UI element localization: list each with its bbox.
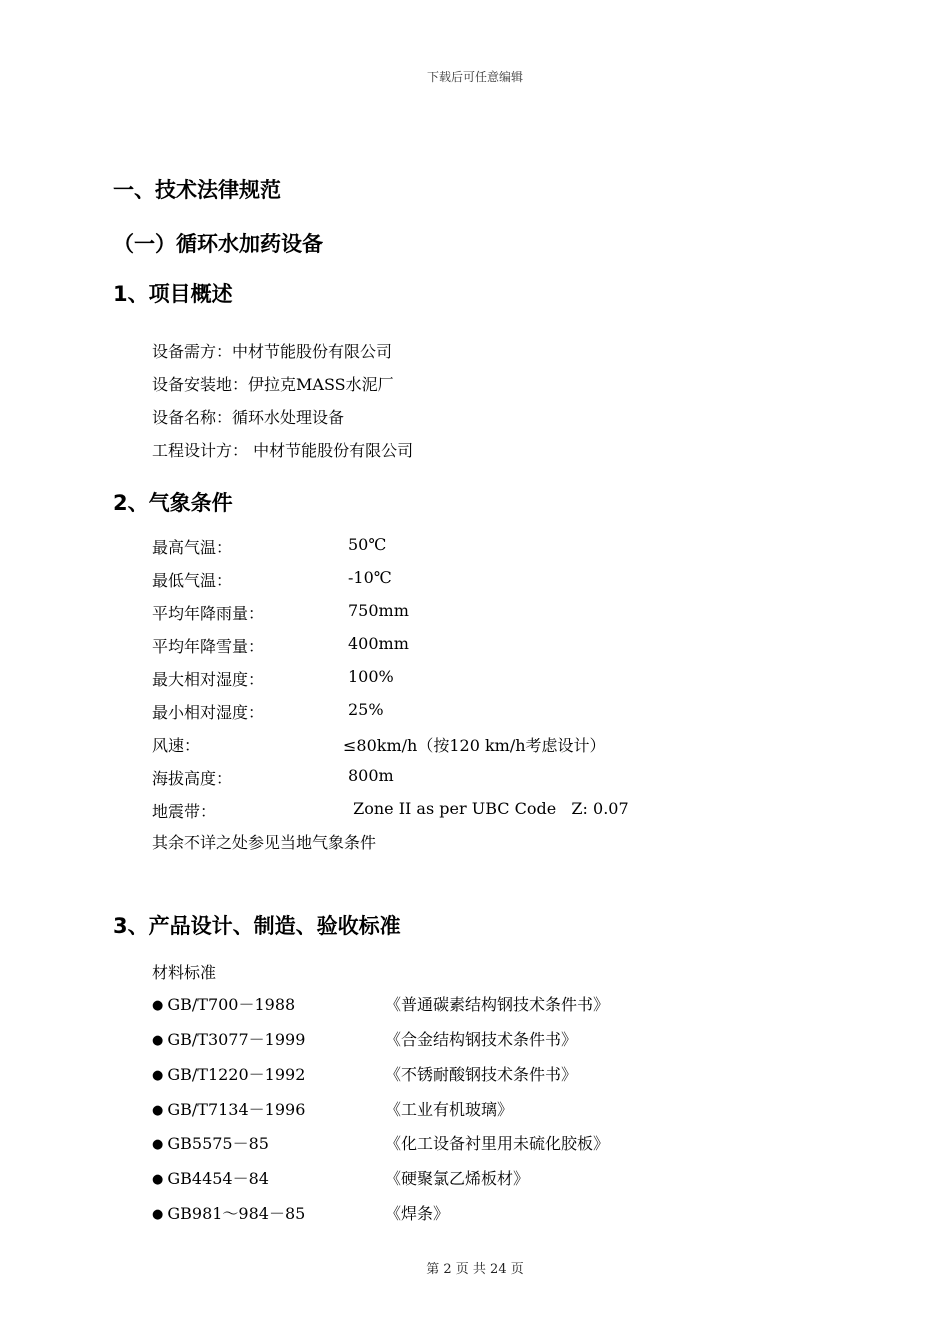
weather-value: 25% (348, 700, 384, 719)
standard-code: GB4454－84 (167, 1169, 269, 1188)
weather-label: 最大相对湿度： (152, 670, 265, 689)
weather-label: 平均年降雨量： (152, 604, 265, 623)
weather-label: 最小相对湿度： (152, 703, 265, 722)
standard-title: 《工业有机玻璃》 (385, 1100, 514, 1119)
weather-value: 400mm (348, 634, 409, 653)
bullet-icon: ● (152, 1103, 164, 1118)
standard-code: GB981～984－85 (167, 1204, 306, 1223)
standard-title: 《合金结构钢技术条件书》 (385, 1030, 578, 1049)
subsection-title: （一）循环水加药设备 (113, 232, 323, 256)
weather-value: 50℃ (348, 535, 387, 554)
weather-value: ≤80km/h（按120 km/h考虑设计） (343, 736, 606, 755)
standard-item (152, 1201, 305, 1224)
standard-item (152, 992, 295, 1015)
bullet-icon: ● (152, 1172, 164, 1187)
weather-label: 平均年降雪量： (152, 637, 265, 656)
overview-line: 工程设计方： 中材节能股份有限公司 (152, 441, 414, 460)
standards-heading: 3、产品设计、制造、验收标准 (113, 914, 401, 938)
weather-value: 100% (348, 667, 394, 686)
standard-item (152, 1027, 305, 1050)
overview-line: 设备安装地：伊拉克MASS水泥厂 (152, 375, 394, 394)
weather-label: 最高气温： (152, 538, 233, 557)
standard-item (152, 1131, 269, 1154)
page-header: 下载后可任意编辑 (426, 70, 523, 84)
standard-code: GB/T7134－1996 (167, 1100, 306, 1119)
page-footer: 第 2 页 共 24 页 (426, 1262, 524, 1277)
bullet-icon: ● (152, 1068, 164, 1083)
standard-code: GB/T1220－1992 (167, 1065, 306, 1084)
overview-heading: 1、项目概述 (113, 282, 233, 306)
standard-item (152, 1097, 305, 1120)
weather-note: 其余不详之处参见当地气象条件 (152, 833, 377, 852)
standard-title: 《化工设备衬里用未硫化胶板》 (385, 1134, 610, 1153)
bullet-icon: ● (152, 998, 164, 1013)
standard-item (152, 1166, 269, 1189)
standard-code: GB5575－85 (167, 1134, 269, 1153)
standard-title: 《焊条》 (385, 1204, 450, 1223)
overview-line: 设备名称：循环水处理设备 (152, 408, 345, 427)
weather-label: 海拔高度： (152, 769, 233, 788)
weather-label: 风速： (152, 736, 201, 755)
weather-heading: 2、气象条件 (113, 491, 233, 515)
standards-subheading: 材料标准 (152, 963, 217, 982)
standard-title: 《硬聚氯乙烯板材》 (385, 1169, 530, 1188)
bullet-icon: ● (152, 1137, 164, 1152)
overview-line: 设备需方：中材节能股份有限公司 (152, 342, 393, 361)
weather-value: Zone II as per UBC Code Z: 0.07 (348, 799, 629, 818)
standard-code: GB/T700－1988 (167, 995, 296, 1014)
weather-label: 最低气温： (152, 571, 233, 590)
standard-item (152, 1062, 305, 1085)
weather-value: 800m (348, 766, 394, 785)
weather-value: 750mm (348, 601, 409, 620)
bullet-icon: ● (152, 1207, 164, 1222)
standard-code: GB/T3077－1999 (167, 1030, 306, 1049)
bullet-icon: ● (152, 1033, 164, 1048)
weather-label: 地震带： (152, 802, 217, 821)
standard-title: 《不锈耐酸钢技术条件书》 (385, 1065, 578, 1084)
standard-title: 《普通碳素结构钢技术条件书》 (385, 995, 610, 1014)
section-title: 一、技术法律规范 (113, 178, 281, 202)
weather-value: -10℃ (348, 568, 392, 587)
